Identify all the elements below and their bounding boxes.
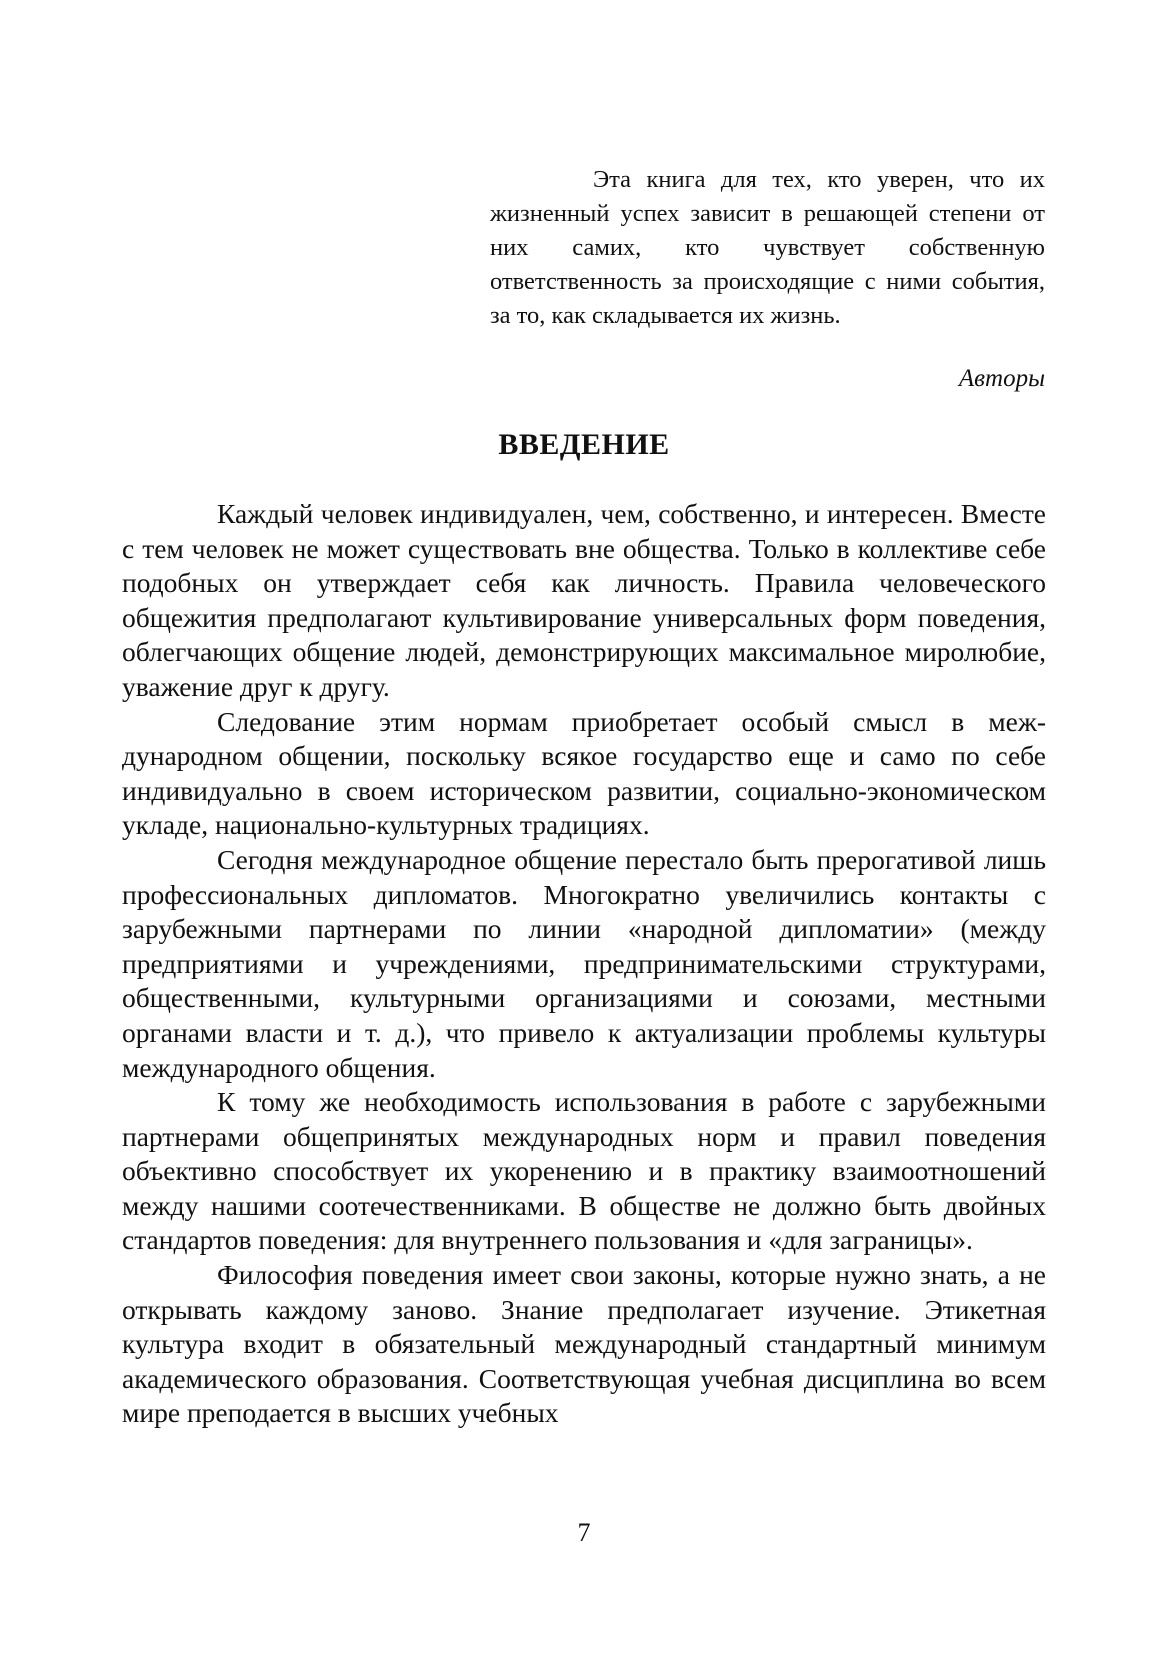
epigraph-author: Авторы: [958, 365, 1045, 392]
chapter-heading: ВВЕДЕНИЕ: [498, 428, 670, 461]
page-number: 7: [577, 1518, 591, 1547]
epigraph-text: Эта книга для тех, кто уверен, что их жизненный успех зависит в решающей степени от них самих, кто чувствует собственную ответственность за происходящие с ними события, за то, как складывается их жизнь.: [490, 166, 1045, 329]
paragraph-3: Сегодня международное общение перестало быть прерогативой лишь профессиональных дипломатов. Многократно увеличились контакты с зарубежными партнерами по линии «народной дипломатии» (между предприятиями и учреждениями, предпринимательскими структурами, общественными, культурными организациями и союзами, местными органами власти и т. д.), что привело к актуализации проблемы культуры международного общения.: [122, 843, 1046, 1083]
paragraph-5: Философия поведения имеет свои законы, которые нужно знать, а не открывать каждому заново. Знание предполагает изучение. Этикетная культура входит в обязательный международный стандартный минимум академического образования. Соответствующая учебная дисциплина во всем мире преподается в высших учебных: [122, 1259, 1046, 1429]
paragraph-4: К тому же необходимость использования в работе с зарубежными партнерами общепринятых международных норм и правил поведения объективно способствует их укоренению и в практику взаимоотношений между нашими соотечественниками. В обществе не должно быть двойных стандартов поведения: для внутреннего пользования и «для заграницы».: [122, 1086, 1046, 1256]
paragraph-2: Следование этим нормам приобретает особый смысл в международном общении, поскольку всякое государство еще и само по себе индивидуально в своем историческом развитии, социально-экономическом укладе, национально-культурных традициях.: [122, 705, 1046, 841]
body-text: [122, 497, 1046, 1431]
paragraph-1: Каждый человек индивидуален, чем, собственно, и интересен. Вместе с тем человек не может существовать вне общества. Только в коллективе себе подобных он утверждает себя как личность. Правила человеческого общежития предполагают культивирование универсальных форм поведения, облегчающих общение людей, демонстрирующих максимальное миролюбие, уважение друг к другу.: [122, 498, 1046, 702]
